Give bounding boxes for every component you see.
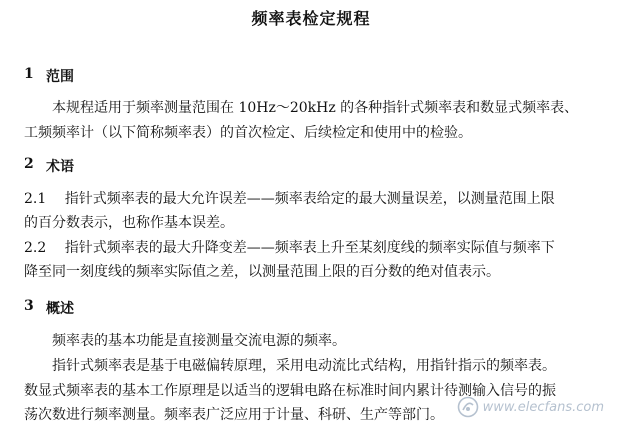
section-1-heading: 范围 [46, 69, 74, 85]
section-1-number: 1 [24, 66, 34, 82]
section-3-heading: 概述 [46, 301, 74, 317]
section-3-line-3: 数显式频率表的基本工作原理是以适当的逻辑电路在标准时间内累计待测输入信号的振 [24, 383, 556, 399]
section-3-line-2: 指针式频率表是基于电磁偏转原理，采用电动流比式结构，用指针指示的频率表。 [52, 358, 556, 374]
item-2-2-line-1: 2.2 指针式频率表的最大升降变差——频率表上升至某刻度线的频率实际值与频率下 [24, 240, 555, 256]
section-3-line-4: 荡次数进行频率测量。频率表广泛应用于计量、科研、生产等部门。 [24, 407, 444, 423]
item-2-2-line-2: 降至同一刻度线的频率实际值之差，以测量范围上限的百分数的绝对值表示。 [24, 264, 500, 280]
section-2-heading: 术语 [46, 159, 74, 175]
watermark-text: www.elecfans.com [482, 399, 604, 415]
elecfans-logo-icon [457, 396, 479, 418]
section-1-line-2: 工频频率计（以下简称频率表）的首次检定、后续检定和使用中的检验。 [24, 125, 472, 141]
section-3-number: 3 [24, 298, 34, 314]
section-3-line-1: 频率表的基本功能是直接测量交流电源的频率。 [52, 333, 346, 349]
page-title: 频率表检定规程 [251, 9, 371, 28]
section-1-line-1: 本规程适用于频率测量范围在 10Hz～20kHz 的各种指针式频率表和数显式频率表、 [52, 100, 579, 116]
watermark [457, 396, 604, 418]
section-2-number: 2 [24, 156, 34, 172]
item-2-1-line-2: 的百分数表示，也称作基本误差。 [24, 215, 234, 231]
item-2-1-line-1: 2.1 指针式频率表的最大允许误差——频率表给定的最大测量误差，以测量范围上限 [24, 191, 555, 207]
